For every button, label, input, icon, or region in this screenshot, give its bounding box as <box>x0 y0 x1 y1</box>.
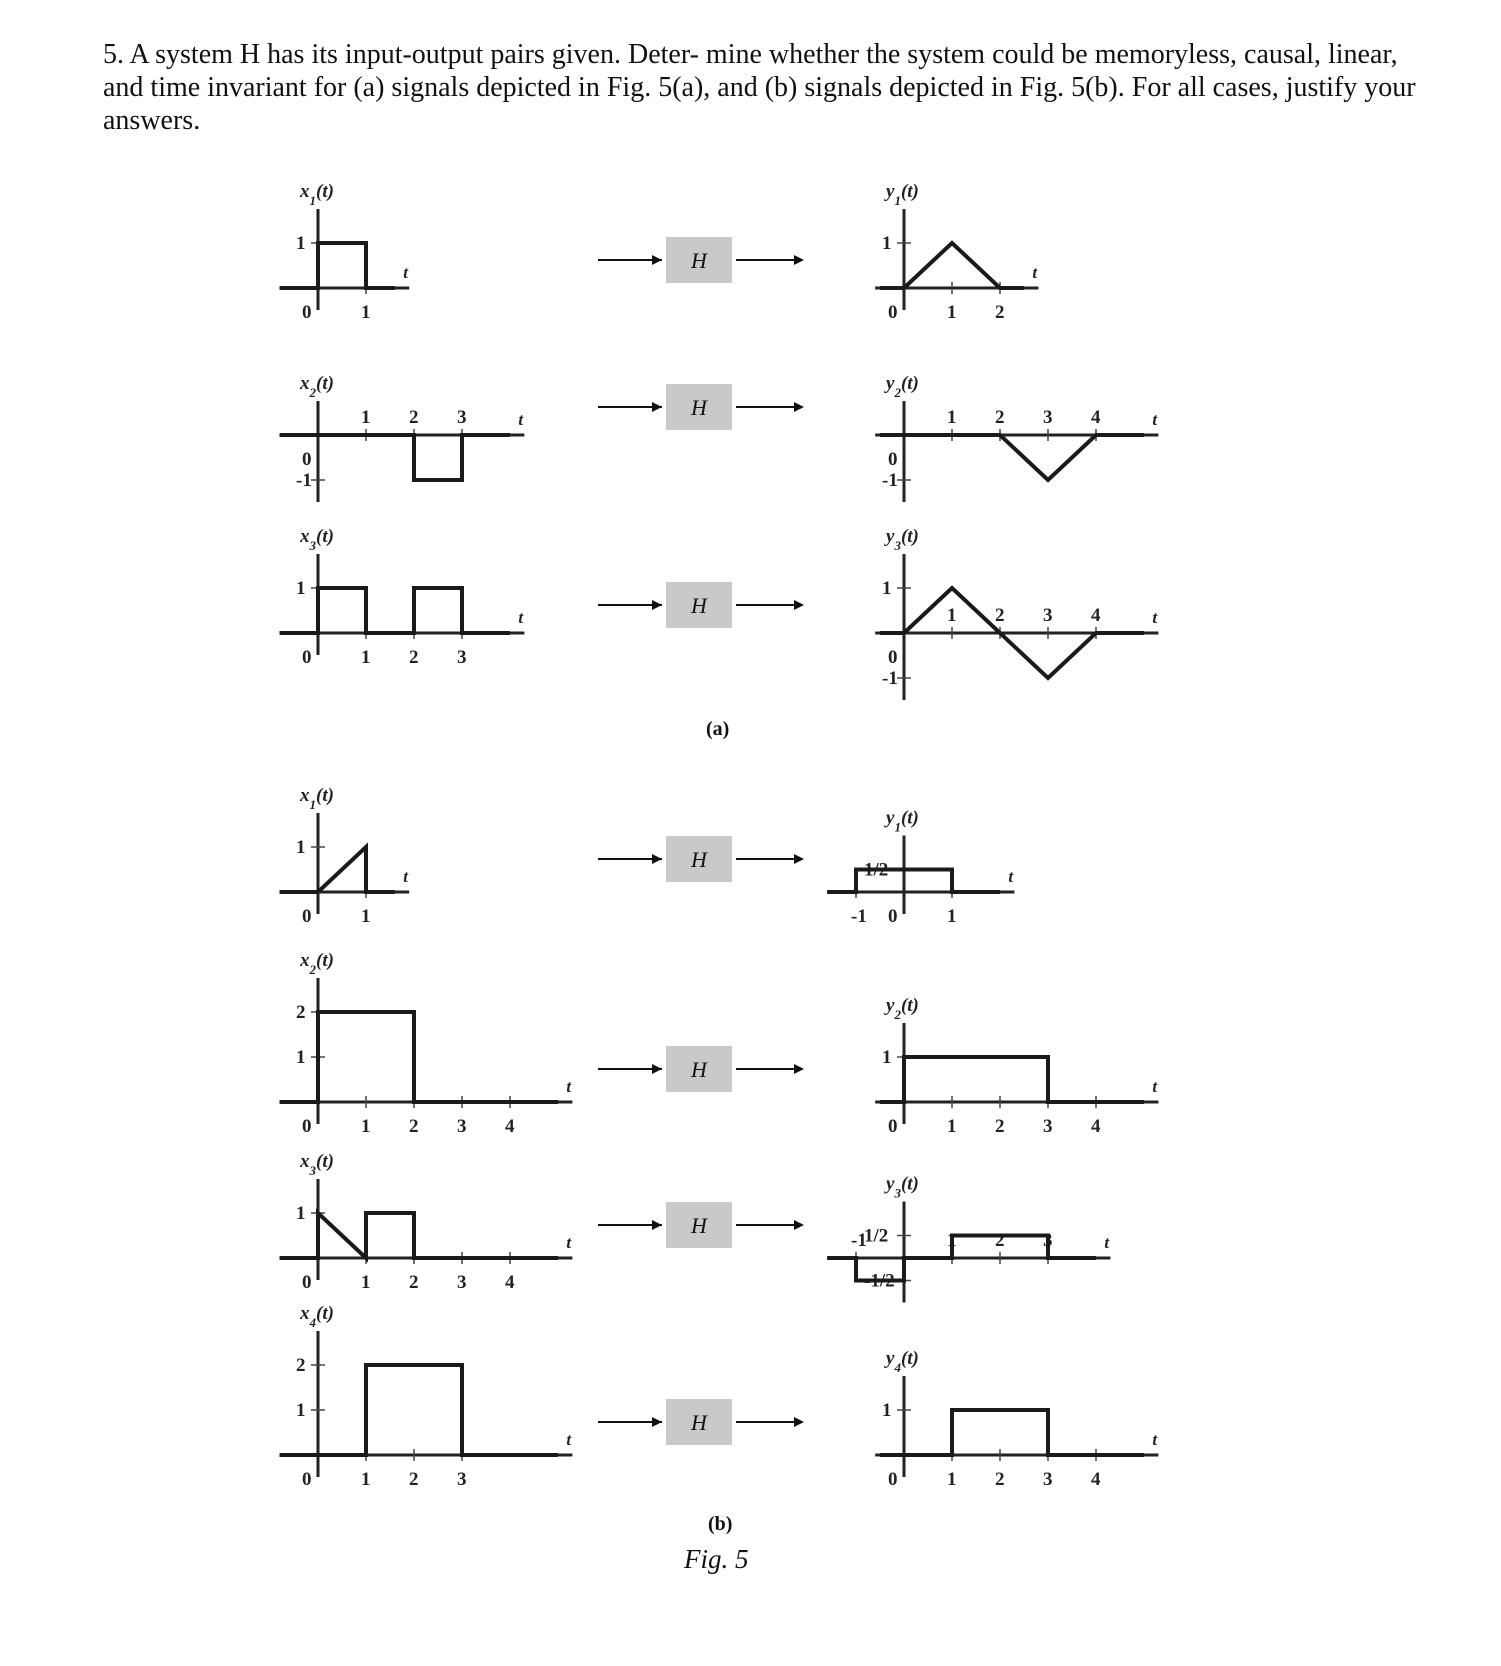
b-y2-y-tick-label: 1 <box>882 1047 892 1068</box>
b-x2-x-tick-label: 2 <box>409 1116 419 1137</box>
a-y2-t-label: t <box>1152 410 1158 429</box>
a-x3-function-label: $x_3(t)$ <box>300 526 334 553</box>
a-x1-function-label: $x_1(t)$ <box>300 181 334 208</box>
a-x2-x-tick-label: 0 <box>302 449 312 470</box>
b-y2-plot <box>875 995 1158 1137</box>
b-row2-system-block <box>598 1046 804 1092</box>
b-x2-plot <box>280 950 573 1137</box>
b-y4-signal-trace <box>880 1410 1144 1455</box>
b-y3-x-tick-label: 2 <box>995 1230 1005 1251</box>
b-x3-x-tick-label: 2 <box>409 1272 419 1293</box>
a-y1-x-tick-label: 0 <box>888 302 898 323</box>
b-y4-x-tick-label: 3 <box>1043 1469 1053 1490</box>
a-y2-x-tick-label: 2 <box>995 407 1005 428</box>
b-x1-plot <box>280 785 410 927</box>
a-x2-plot <box>280 373 525 502</box>
a-y1-x-tick-label: 1 <box>947 302 957 323</box>
a-y2-x-tick-label: 3 <box>1043 407 1053 428</box>
b-x4-y-tick-label: 2 <box>296 1355 306 1376</box>
b-x4-x-tick-label: 1 <box>361 1469 371 1490</box>
a-y1-signal-trace <box>880 243 1024 288</box>
b-y4-function-label: $y_4(t)$ <box>886 1348 919 1375</box>
a-y2-x-tick-label: 1 <box>947 407 957 428</box>
a-y2-x-tick-label: 4 <box>1091 407 1101 428</box>
b-x3-x-tick-label: 1 <box>361 1272 371 1293</box>
a-x2-x-tick-label: 3 <box>457 407 467 428</box>
b-y3-x-tick-label: -1 <box>851 1230 867 1251</box>
figure-caption: Fig. 5 <box>684 1544 749 1574</box>
a-x3-plot <box>280 526 525 668</box>
b-x3-signal-trace <box>280 1213 558 1258</box>
a-y1-plot <box>875 181 1038 323</box>
b-x2-x-tick-label: 1 <box>361 1116 371 1137</box>
a-x3-x-tick-label: 3 <box>457 647 467 668</box>
caption-b: (b) <box>708 1513 733 1535</box>
b-x4-t-label: t <box>566 1430 572 1449</box>
b-y3-plot <box>827 1174 1110 1303</box>
b-x3-x-tick-label: 4 <box>505 1272 515 1293</box>
problem-statement: 5. A system H has its input-output pairs given. Deter- mine whether the system could be memoryless, causal, linear, and time invariant for (a) signals depicted in Fig. 5(a), and (b) signals depicted in Fig. 5(b). For all cases, justify your answers. <box>103 39 1416 136</box>
a-y3-y-tick-label: -1 <box>882 668 898 689</box>
a-y3-x-tick-label: 2 <box>995 605 1005 626</box>
b-x4-function-label: $x_4(t)$ <box>300 1303 334 1330</box>
a-y1-function-label: $y_1(t)$ <box>886 181 919 208</box>
b-y1-x-tick-label: 1 <box>947 906 957 927</box>
b-row3-h-label: H <box>691 1213 707 1238</box>
b-row2-h-label: H <box>691 1057 707 1082</box>
b-x1-function-label: $x_1(t)$ <box>300 785 334 812</box>
b-x1-t-label: t <box>403 867 408 886</box>
b-x1-y-tick-label: 1 <box>296 837 306 858</box>
b-x1-x-tick-label: 0 <box>302 906 312 927</box>
a-row1-system-block <box>598 237 804 283</box>
b-y3-x-tick-label: 3 <box>1043 1230 1053 1251</box>
a-y3-function-label: $y_3(t)$ <box>886 526 919 553</box>
b-y2-x-tick-label: 2 <box>995 1116 1005 1137</box>
b-x1-x-tick-label: 1 <box>361 906 371 927</box>
b-x4-y-tick-label: 1 <box>296 1400 306 1421</box>
a-row2-h-label: H <box>691 395 707 420</box>
b-x3-t-label: t <box>566 1233 572 1252</box>
b-x2-x-tick-label: 0 <box>302 1116 312 1137</box>
a-row2-system-block <box>598 384 804 430</box>
a-x2-t-label: t <box>518 410 524 429</box>
b-x3-y-tick-label: 1 <box>296 1203 306 1224</box>
b-row3-system-block <box>598 1202 804 1248</box>
b-row4-h-label: H <box>691 1410 707 1435</box>
b-y4-x-tick-label: 4 <box>1091 1469 1101 1490</box>
b-x4-x-tick-label: 2 <box>409 1469 419 1490</box>
a-y3-x-tick-label: 4 <box>1091 605 1101 626</box>
a-x3-x-tick-label: 2 <box>409 647 419 668</box>
a-x2-x-tick-label: 2 <box>409 407 419 428</box>
b-x3-x-tick-label: 0 <box>302 1272 312 1293</box>
b-x2-x-tick-label: 4 <box>505 1116 515 1137</box>
a-y2-function-label: $y_2(t)$ <box>886 373 919 400</box>
a-x1-y-tick-label: 1 <box>296 233 306 254</box>
b-x2-t-label: t <box>566 1077 572 1096</box>
b-y2-x-tick-label: 1 <box>947 1116 957 1137</box>
b-x4-plot <box>280 1303 573 1490</box>
a-y1-t-label: t <box>1032 263 1038 282</box>
b-y3-y-tick-label: 1/2 <box>864 1225 889 1247</box>
a-y2-x-tick-label: 0 <box>888 449 898 470</box>
b-y4-plot <box>875 1348 1158 1490</box>
a-x2-function-label: $x_2(t)$ <box>300 373 334 400</box>
a-x3-y-tick-label: 1 <box>296 578 306 599</box>
a-x3-signal-trace <box>280 588 510 633</box>
a-y1-y-tick-label: 1 <box>882 233 892 254</box>
a-y1-x-tick-label: 2 <box>995 302 1005 323</box>
b-x3-plot <box>280 1151 573 1293</box>
a-row3-h-label: H <box>691 593 707 618</box>
b-y4-x-tick-label: 1 <box>947 1469 957 1490</box>
a-y2-plot <box>875 373 1158 502</box>
b-row4-system-block <box>598 1399 804 1445</box>
a-row3-system-block <box>598 582 804 628</box>
a-y3-plot <box>875 526 1158 700</box>
b-row1-h-label: H <box>691 847 707 872</box>
a-y3-x-tick-label: 3 <box>1043 605 1053 626</box>
a-y3-t-label: t <box>1152 608 1158 627</box>
b-y4-x-tick-label: 2 <box>995 1469 1005 1490</box>
b-y1-plot <box>827 808 1014 928</box>
a-y2-y-tick-label: -1 <box>882 470 898 491</box>
b-x2-y-tick-label: 2 <box>296 1002 306 1023</box>
a-x2-x-tick-label: 1 <box>361 407 371 428</box>
a-x1-t-label: t <box>403 263 408 282</box>
b-y2-x-tick-label: 4 <box>1091 1116 1101 1137</box>
a-x2-y-tick-label: -1 <box>296 470 312 491</box>
caption-a: (a) <box>706 718 730 740</box>
b-x4-x-tick-label: 0 <box>302 1469 312 1490</box>
b-y1-t-label: t <box>1008 867 1014 886</box>
a-x3-t-label: t <box>518 608 524 627</box>
a-y2-signal-trace <box>880 435 1144 480</box>
b-y1-x-tick-label: 0 <box>888 906 898 927</box>
b-x2-x-tick-label: 3 <box>457 1116 467 1137</box>
b-y1-y-tick-label: 1/2 <box>864 859 889 881</box>
b-x2-y-tick-label: 1 <box>296 1047 306 1068</box>
a-y3-x-tick-label: 0 <box>888 647 898 668</box>
a-x1-x-tick-label: 0 <box>302 302 312 323</box>
b-y3-function-label: $y_3(t)$ <box>886 1173 919 1200</box>
a-x3-x-tick-label: 1 <box>361 647 371 668</box>
b-x4-x-tick-label: 3 <box>457 1469 467 1490</box>
b-y4-t-label: t <box>1152 1430 1158 1449</box>
a-y3-y-tick-label: 1 <box>882 578 892 599</box>
b-y2-function-label: $y_2(t)$ <box>886 995 919 1022</box>
a-y3-x-tick-label: 1 <box>947 605 957 626</box>
b-y4-x-tick-label: 0 <box>888 1469 898 1490</box>
b-y2-t-label: t <box>1152 1077 1158 1096</box>
a-row1-h-label: H <box>691 248 707 273</box>
a-x3-x-tick-label: 0 <box>302 647 312 668</box>
b-x3-function-label: $x_3(t)$ <box>300 1151 334 1178</box>
a-x1-x-tick-label: 1 <box>361 302 371 323</box>
b-y1-signal-trace <box>827 870 1000 893</box>
b-y1-function-label: $y_1(t)$ <box>886 807 919 834</box>
b-y2-signal-trace <box>880 1057 1144 1102</box>
b-y1-x-tick-label: -1 <box>851 906 867 927</box>
b-row1-system-block <box>598 836 804 882</box>
b-y3-y-tick-label: -1/2 <box>864 1270 895 1292</box>
b-y4-y-tick-label: 1 <box>882 1400 892 1421</box>
a-x1-plot <box>280 181 410 323</box>
b-y2-x-tick-label: 3 <box>1043 1116 1053 1137</box>
a-x2-signal-trace <box>280 435 510 480</box>
b-y3-x-tick-label: 1 <box>947 1230 957 1251</box>
b-y2-x-tick-label: 0 <box>888 1116 898 1137</box>
b-y3-t-label: t <box>1104 1233 1110 1252</box>
b-x2-function-label: $x_2(t)$ <box>300 950 334 977</box>
b-x3-x-tick-label: 3 <box>457 1272 467 1293</box>
